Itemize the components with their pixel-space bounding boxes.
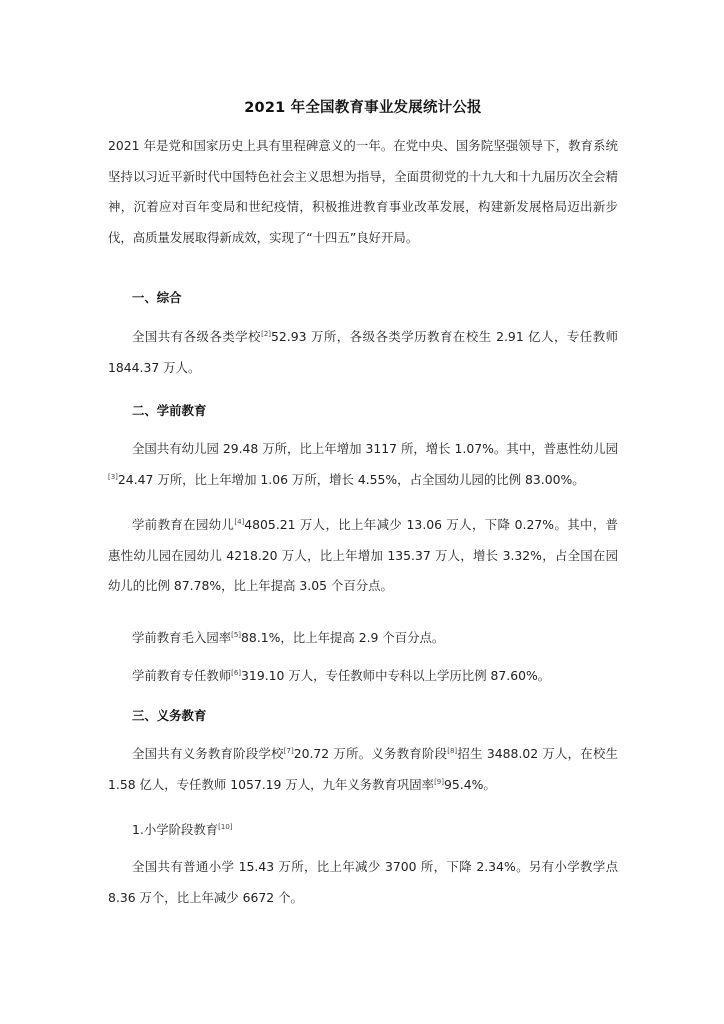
footnote-marker: [8] xyxy=(447,746,458,755)
intro-paragraph: 2021 年是党和国家历史上具有里程碑意义的一年。在党中央、国务院坚强领导下，教育系统坚持以习近平新时代中国特色社会主义思想为指导，全面贯彻党的十九大和十九届历次全会精神，沉着应对百年变局和世纪疫情，积极推进教育事业改革发展，构建新发展格局迈出新步伐，高质量发展取得新成效，实现了“十四五”良好开局。 xyxy=(108,138,618,245)
preschool-paragraph-4 xyxy=(108,661,618,692)
text-segment: 88.1%，比上年提高 2.9 个百分点。 xyxy=(241,630,445,645)
footnote-marker: [4] xyxy=(234,517,245,526)
text-segment: 全国共有幼儿园 29.48 万所，比上年增加 3117 所，增长 1.07%。其中，普惠性幼儿园 xyxy=(132,441,618,456)
footnote-marker: [7] xyxy=(283,746,294,755)
footnote-marker: [10] xyxy=(218,822,233,831)
footnote-marker: [6] xyxy=(231,668,242,677)
document-title: 2021 年全国教育事业发展统计公报 xyxy=(244,100,482,116)
section-heading-compulsory: 三、义务教育 xyxy=(132,708,207,723)
text-segment: 20.72 万所。义务教育阶段 xyxy=(293,746,448,761)
footnote-marker: [5] xyxy=(231,630,242,639)
text-segment: 24.47 万所，比上年增加 1.06 万所，增长 4.55%，占全国幼儿园的比例 83.00%。 xyxy=(117,471,585,487)
section-heading-general: 一、综合 xyxy=(132,290,182,305)
subheading-text: 1.小学阶段教育 xyxy=(132,822,219,837)
preschool-paragraph-1 xyxy=(108,434,618,495)
footnote-marker: [3] xyxy=(108,472,118,481)
preschool-paragraph-2 xyxy=(108,510,618,602)
footnote-marker: [2] xyxy=(261,329,272,338)
text-segment: 学前教育在园幼儿 xyxy=(132,517,235,532)
general-paragraph xyxy=(108,322,618,383)
text-segment: 319.10 万人，专任教师中专科以上学历比例 87.60%。 xyxy=(241,668,551,683)
text-segment: 全国共有各级各类学校 xyxy=(132,329,262,344)
text-segment: 招生 3488.02 万人，在校生 1.58 亿人，专任教师 1057.19 万人，九年义务教育巩固率 xyxy=(108,746,618,792)
preschool-paragraph-3 xyxy=(108,623,618,654)
compulsory-paragraph-1 xyxy=(108,739,618,800)
text-segment: 学前教育毛入园率 xyxy=(132,630,232,645)
primary-paragraph: 全国共有普通小学 15.43 万所，比上年减少 3700 所，下降 2.34%。另有小学教学点 8.36 万个，比上年减少 6672 个。 xyxy=(108,859,618,905)
section-heading-preschool: 二、学前教育 xyxy=(132,403,207,418)
text-segment: 95.4%。 xyxy=(444,776,496,792)
text-segment: 全国共有义务教育阶段学校 xyxy=(132,746,284,761)
text-segment: 4805.21 万人，比上年减少 13.06 万人，下降 0.27%。其中，普惠性幼儿园在园幼儿 4218.20 万人，比上年增加 135.37 万人，增长 3.32%，占全国在园幼儿的比例 87.78%，比上年提高 3.05 个百分点。 xyxy=(108,517,619,593)
primary-subheading xyxy=(108,815,618,846)
text-segment: 52.93 万所，各级各类学历教育在校生 2.91 亿人，专任教师 1844.37 万人。 xyxy=(108,329,618,375)
footnote-marker: [9] xyxy=(434,777,444,786)
text-segment: 学前教育专任教师 xyxy=(132,668,232,683)
